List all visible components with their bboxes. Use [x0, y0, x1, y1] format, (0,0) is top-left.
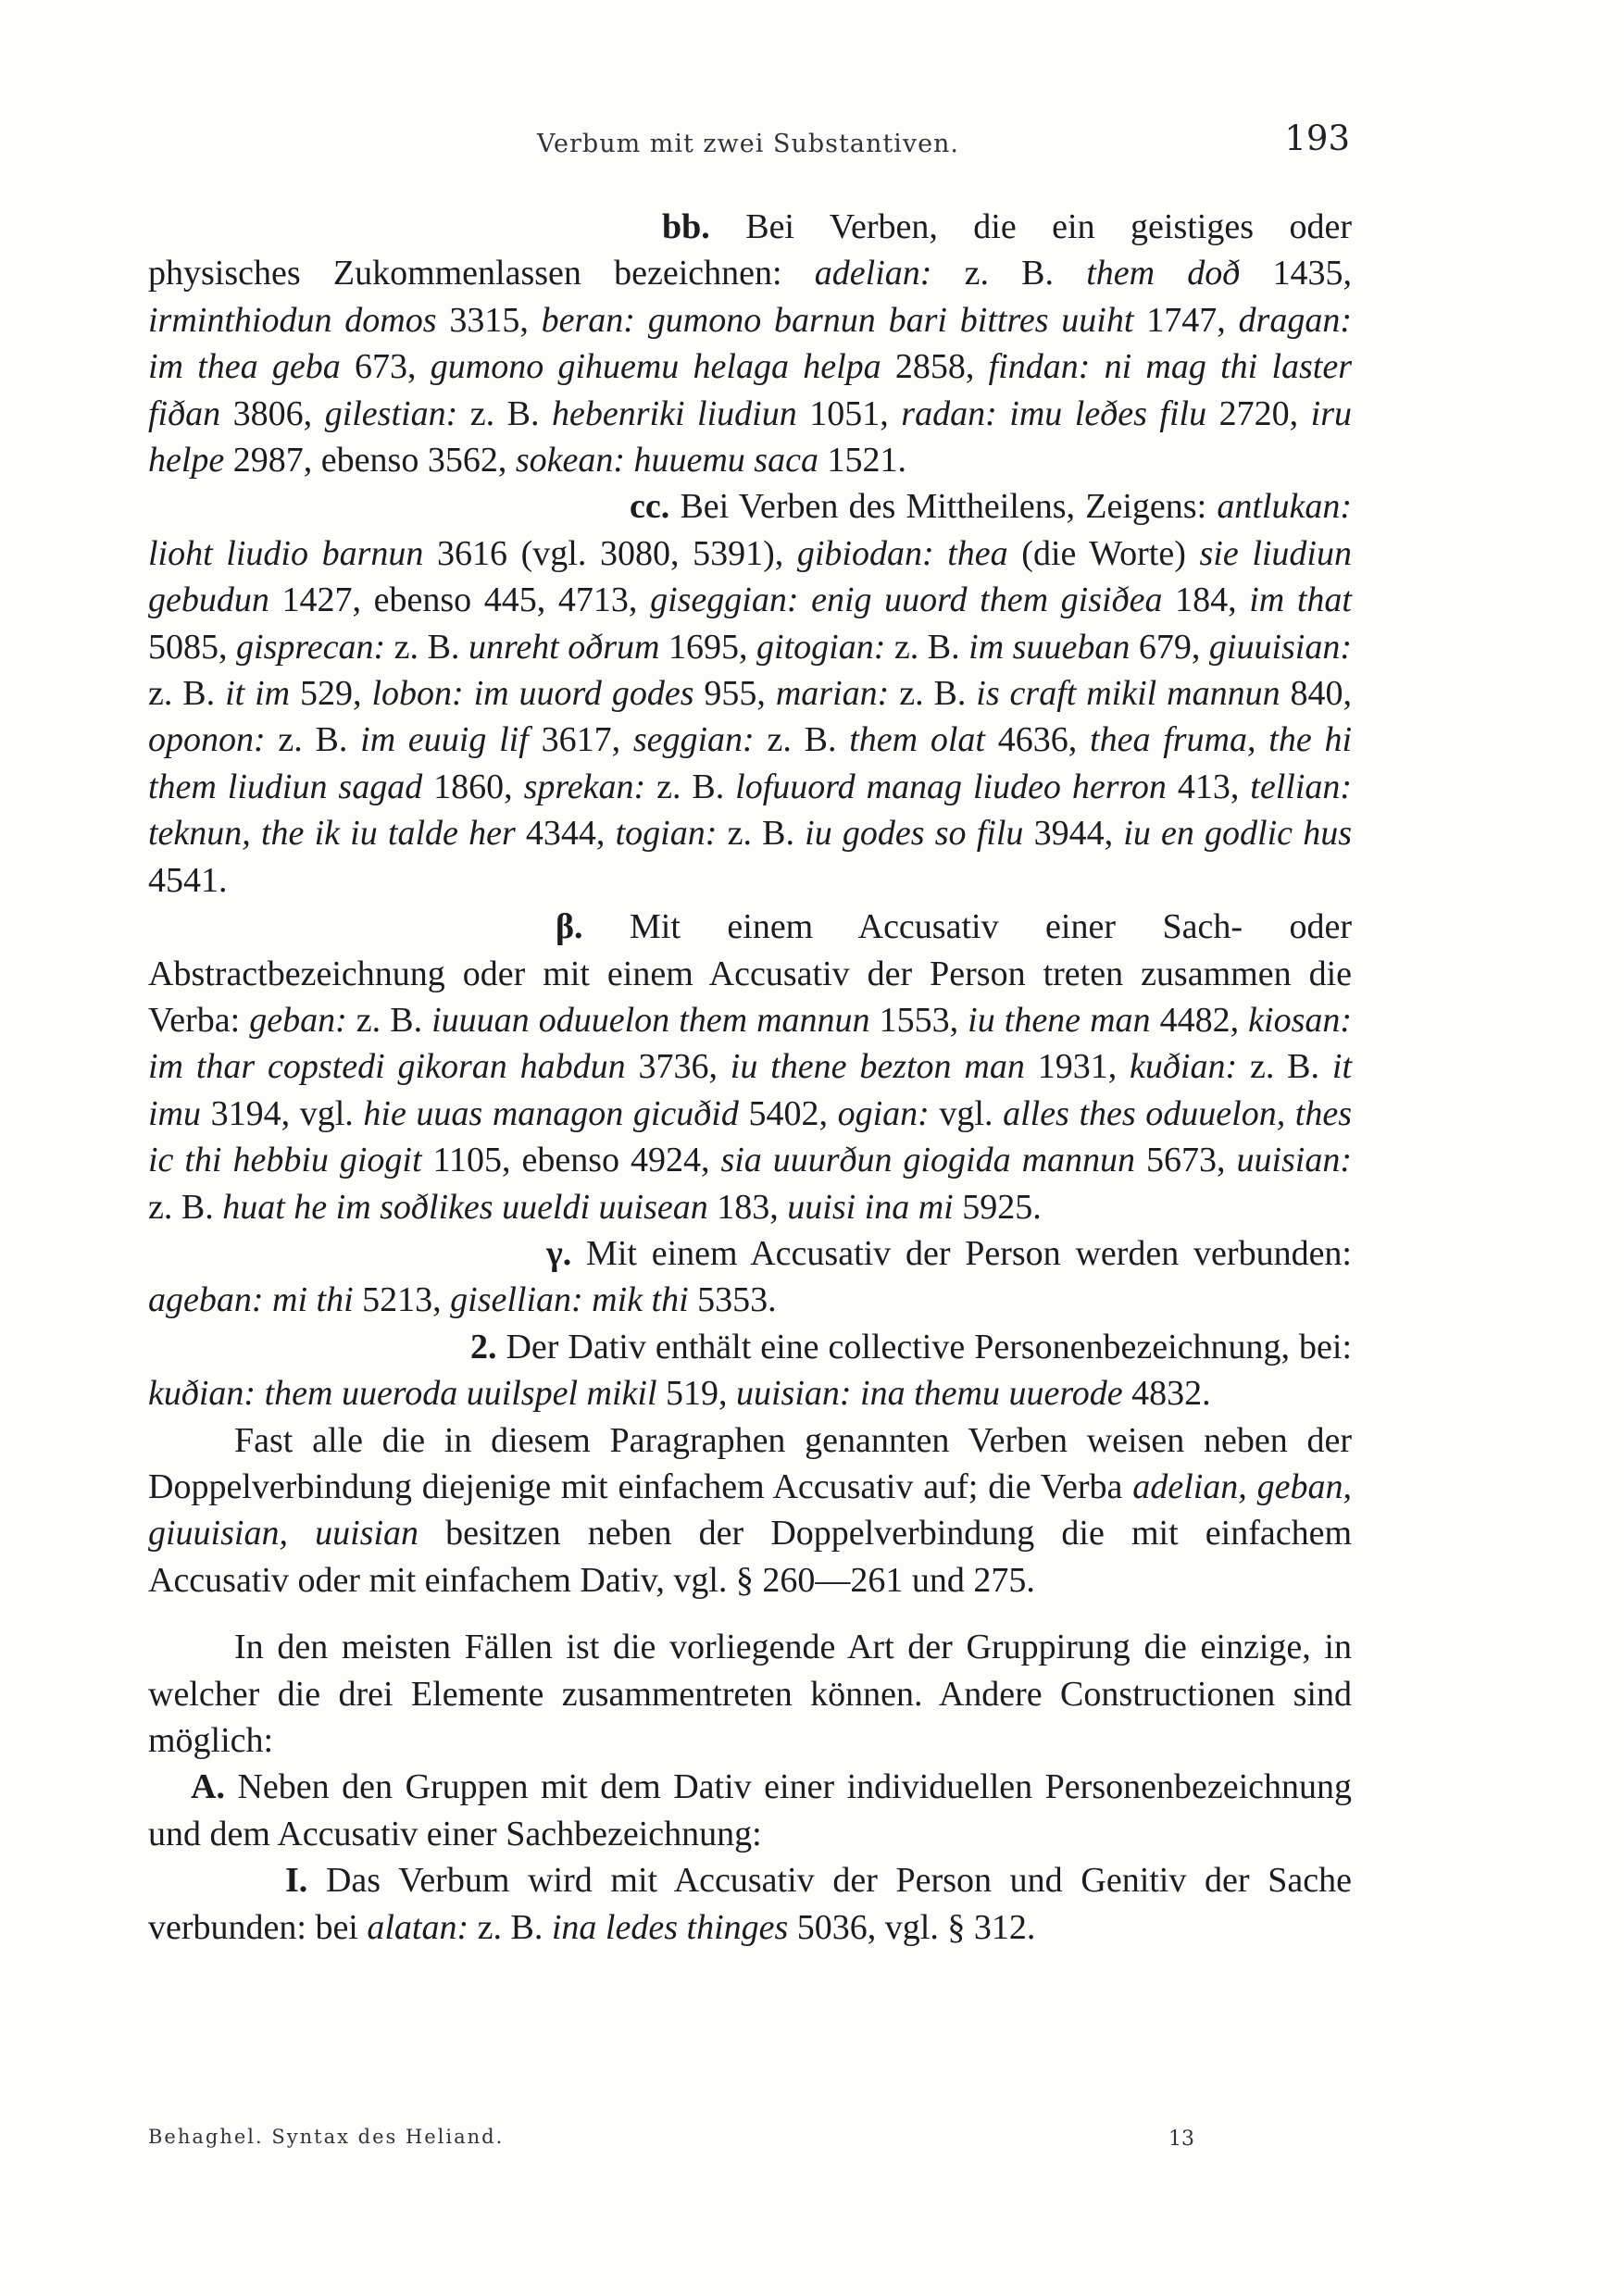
- section-label-cc: cc.: [630, 487, 670, 527]
- citation: alles thes oduuelon, thes ic thi hebbiu giogit: [148, 1093, 1353, 1180]
- text-run: z. B.: [885, 627, 969, 667]
- text-run: 1747,: [1133, 300, 1239, 340]
- text-run: 4636,: [984, 720, 1091, 760]
- text-run: 4832.: [1122, 1374, 1211, 1414]
- cited-verb: marian:: [775, 674, 890, 714]
- text-run: z. B.: [148, 1187, 223, 1227]
- text-run: 1553,: [869, 1000, 968, 1040]
- cited-verb: gitogian:: [756, 627, 886, 667]
- text-run: z. B.: [385, 627, 468, 667]
- text-run: 413,: [1166, 767, 1251, 806]
- text-run: 3944,: [1023, 814, 1124, 854]
- citation: hie uuas managon gicuðid: [363, 1093, 739, 1133]
- citation: iu thene man: [968, 1000, 1151, 1040]
- text-run: z. B.: [457, 393, 553, 433]
- citation: them olat: [849, 720, 985, 760]
- text-run: 3194, vgl.: [201, 1093, 364, 1133]
- text-run: 4482,: [1150, 1000, 1249, 1040]
- citation: im suueban: [968, 627, 1131, 667]
- citation: giseggian: enig uuord them gisiðea: [650, 580, 1163, 620]
- text-run: 1931,: [1024, 1047, 1131, 1087]
- text-run: 2720,: [1206, 393, 1311, 433]
- text-run: 5673,: [1135, 1141, 1237, 1180]
- text-run: 2987, ebenso 3562,: [224, 441, 516, 480]
- cited-verb: togian:: [615, 814, 718, 854]
- citation: uuisian: ina themu uuerode: [736, 1374, 1123, 1414]
- cited-verb: sprekan:: [523, 767, 646, 806]
- section-label-beta: β.: [556, 907, 583, 947]
- text-run: 183,: [707, 1187, 788, 1227]
- citation: gisellian: mik thi: [450, 1280, 689, 1320]
- citation: them doð: [1086, 254, 1241, 293]
- cited-verb: alatan:: [367, 1907, 469, 1947]
- paragraph-meisten: [148, 1624, 1352, 1764]
- text-run: z. B.: [1237, 1047, 1332, 1087]
- text-run: Fast alle die in diesem Paragraphen genannten Verben weisen neben der Doppelverbindung diejenige mit einfachem Accusativ auf; die Verba: [148, 1420, 1352, 1506]
- citation: beran: gumono barnun bari bittres uuiht: [541, 300, 1134, 340]
- citation: iu godes so filu: [805, 814, 1024, 854]
- cited-verb: geban:: [249, 1000, 347, 1040]
- text-run: Bei Verben, die ein geistiges oder physisches Zukommenlassen bezeichnen:: [148, 207, 1352, 293]
- citation: kiosan: im thar copstedi gikoran habdun: [148, 1000, 1353, 1087]
- citation: im that: [1249, 580, 1352, 620]
- paragraph-fast-alle: [148, 1417, 1352, 1604]
- text-run: 3315,: [436, 300, 542, 340]
- citation: iu en godlic hus: [1123, 814, 1353, 854]
- cited-verb: oponon:: [148, 720, 266, 760]
- text-run: 5402,: [738, 1093, 838, 1133]
- text-run: 840,: [1280, 674, 1353, 714]
- text-run: 1427, ebenso 445, 4713,: [269, 580, 651, 620]
- text-run: 3616 (vgl. 3080, 5391),: [423, 533, 797, 573]
- citation: hebenriki liudiun: [552, 393, 797, 433]
- cited-verb: gisprecan:: [236, 627, 386, 667]
- text-run: Das Verbum wird mit Accusativ der Person und Genitiv der Sache verbunden: bei: [148, 1861, 1352, 1947]
- text-run: 5036, vgl. § 312.: [788, 1907, 1036, 1947]
- text-run: Bei Verben des Mittheilens, Zeigens:: [669, 487, 1218, 527]
- citation: im euuig lif: [360, 720, 529, 760]
- text-run: 1435,: [1240, 254, 1352, 293]
- citation: gibiodan: thea: [796, 533, 1008, 573]
- cited-verb: giuuisian:: [1208, 627, 1353, 667]
- cited-verb: seggian:: [632, 720, 755, 760]
- text-run: 1695,: [659, 627, 757, 667]
- text-run: 1521.: [818, 441, 906, 480]
- citation: unreht oðrum: [468, 627, 660, 667]
- citation: iru helpe: [148, 393, 1352, 480]
- section-label-I: I.: [285, 1861, 308, 1901]
- paragraph-cc: [148, 483, 1352, 904]
- citation: sie liudiun gebudun: [148, 533, 1352, 620]
- citation: uuisi ina mi: [787, 1187, 954, 1227]
- paragraph-gamma: [148, 1230, 1352, 1324]
- citation: lofuuord manag liudeo herron: [735, 767, 1167, 806]
- section-label-2: 2.: [470, 1327, 497, 1366]
- citation: it imu: [148, 1047, 1353, 1133]
- text-run: vgl.: [929, 1093, 1004, 1133]
- citation: it im: [225, 674, 291, 714]
- text-run: In den meisten Fällen ist die vorliegende Art der Gruppirung die einzige, in welcher die drei Elemente zusammentreten können. Andere Constructionen sind möglich:: [148, 1628, 1352, 1760]
- citation: kuðian: them uueroda uuilspel mikil: [148, 1374, 657, 1414]
- citation: iuuuan oduuelon them mannun: [431, 1000, 870, 1040]
- text-run: 1105, ebenso 4924,: [421, 1141, 721, 1180]
- text-run: Der Dativ enthält eine collective Personenbezeichnung, bei:: [496, 1327, 1352, 1366]
- paragraph-bb: [148, 204, 1352, 483]
- citation: iu thene bezton man: [730, 1047, 1025, 1087]
- citation: lobon: im uuord godes: [371, 674, 694, 714]
- citation: sia uuurðun giogida mannun: [720, 1141, 1136, 1180]
- text-run: 5353.: [688, 1280, 777, 1320]
- text-run: 679,: [1130, 627, 1209, 667]
- paragraph-2: [148, 1324, 1352, 1417]
- text-run: 519,: [656, 1374, 736, 1414]
- text-run: z. B.: [645, 767, 736, 806]
- citation: ina ledes thinges: [551, 1907, 789, 1947]
- citation: is craft mikil mannun: [976, 674, 1280, 714]
- section-label-gamma: γ.: [546, 1233, 572, 1273]
- citation: findan: ni mag thi laster fiðan: [148, 347, 1353, 433]
- paragraph-I: [148, 1857, 1352, 1951]
- citation: tellian: teknun, the ik iu talde her: [148, 767, 1353, 854]
- page-number: 193: [1284, 119, 1350, 158]
- text-run: 5213,: [353, 1280, 451, 1320]
- citation: gumono gihuemu helaga helpa: [430, 347, 881, 387]
- citation: thea fruma, the hi them liudiun sagad: [148, 720, 1353, 806]
- paragraph-A: [148, 1764, 1352, 1857]
- text-run: 4344,: [515, 814, 616, 854]
- text-run: 673,: [340, 347, 431, 387]
- citation: radan: imu leðes filu: [901, 393, 1207, 433]
- text-run: besitzen neben der Doppelverbindung die mit einfachem Accusativ oder mit einfachem Dativ, vgl. § 260—261 und 275.: [148, 1514, 1353, 1600]
- text-run: z. B.: [931, 254, 1087, 293]
- signature-line: Behaghel. Syntax des Heliand.: [148, 2126, 505, 2148]
- text-run: z. B.: [346, 1000, 432, 1040]
- text-run: 2858,: [881, 347, 989, 387]
- text-run: 1051,: [796, 393, 902, 433]
- text-run: 3806,: [220, 393, 325, 433]
- text-run: z. B.: [717, 814, 806, 854]
- text-run: z. B.: [468, 1907, 552, 1947]
- citation: huat he im soðlikes uueldi uuisean: [222, 1187, 708, 1227]
- text-run: 955,: [693, 674, 776, 714]
- text-run: 529,: [290, 674, 372, 714]
- cited-verb: ogian:: [837, 1093, 930, 1133]
- citation: adelian, geban, giuuisian, uuisian: [148, 1466, 1352, 1554]
- main-text: [148, 204, 1352, 1951]
- paragraph-beta: [148, 904, 1352, 1230]
- sheet-number: 13: [1168, 2128, 1194, 2151]
- text-run: 1860,: [422, 767, 524, 806]
- text-run: (die Worte): [1007, 533, 1200, 573]
- text-run: Mit einem Accusativ einer Sach- oder Abstractbezeichnung oder mit einem Accusativ der Person treten zusammen die Verba:: [148, 907, 1352, 1040]
- text-run: z. B.: [265, 720, 361, 760]
- cited-verb: uuisian:: [1236, 1141, 1352, 1180]
- text-run: 3736,: [625, 1047, 731, 1087]
- text-run: z. B.: [754, 720, 850, 760]
- text-run: z. B.: [148, 674, 226, 714]
- cited-verb: gilestian:: [324, 393, 458, 433]
- citation: antlukan: lioht liudio barnun: [148, 487, 1352, 573]
- cited-verb: adelian:: [814, 254, 932, 293]
- citation: irminthiodun domos: [148, 300, 437, 340]
- citation: dragan: im thea geba: [148, 300, 1352, 387]
- text-run: z. B.: [889, 674, 977, 714]
- citation: sokean: huuemu saca: [515, 441, 818, 480]
- text-run: Neben den Gruppen mit dem Dativ einer individuellen Personenbezeichnung und dem Accusativ einer Sachbezeichnung:: [148, 1767, 1352, 1853]
- text-run: Mit einem Accusativ der Person werden verbunden:: [571, 1233, 1352, 1273]
- text-run: 5925.: [953, 1187, 1042, 1227]
- citation: ageban: mi thi: [148, 1280, 354, 1320]
- text-run: 3617,: [528, 720, 633, 760]
- running-head: Verbum mit zwei Substantiven.: [537, 130, 960, 158]
- text-run: 184,: [1162, 580, 1250, 620]
- text-run: 4541.: [148, 860, 228, 900]
- section-label-A: A.: [191, 1767, 225, 1807]
- cited-verb: kuðian:: [1130, 1047, 1238, 1087]
- section-label-bb: bb.: [662, 207, 710, 246]
- text-run: 5085,: [148, 627, 237, 667]
